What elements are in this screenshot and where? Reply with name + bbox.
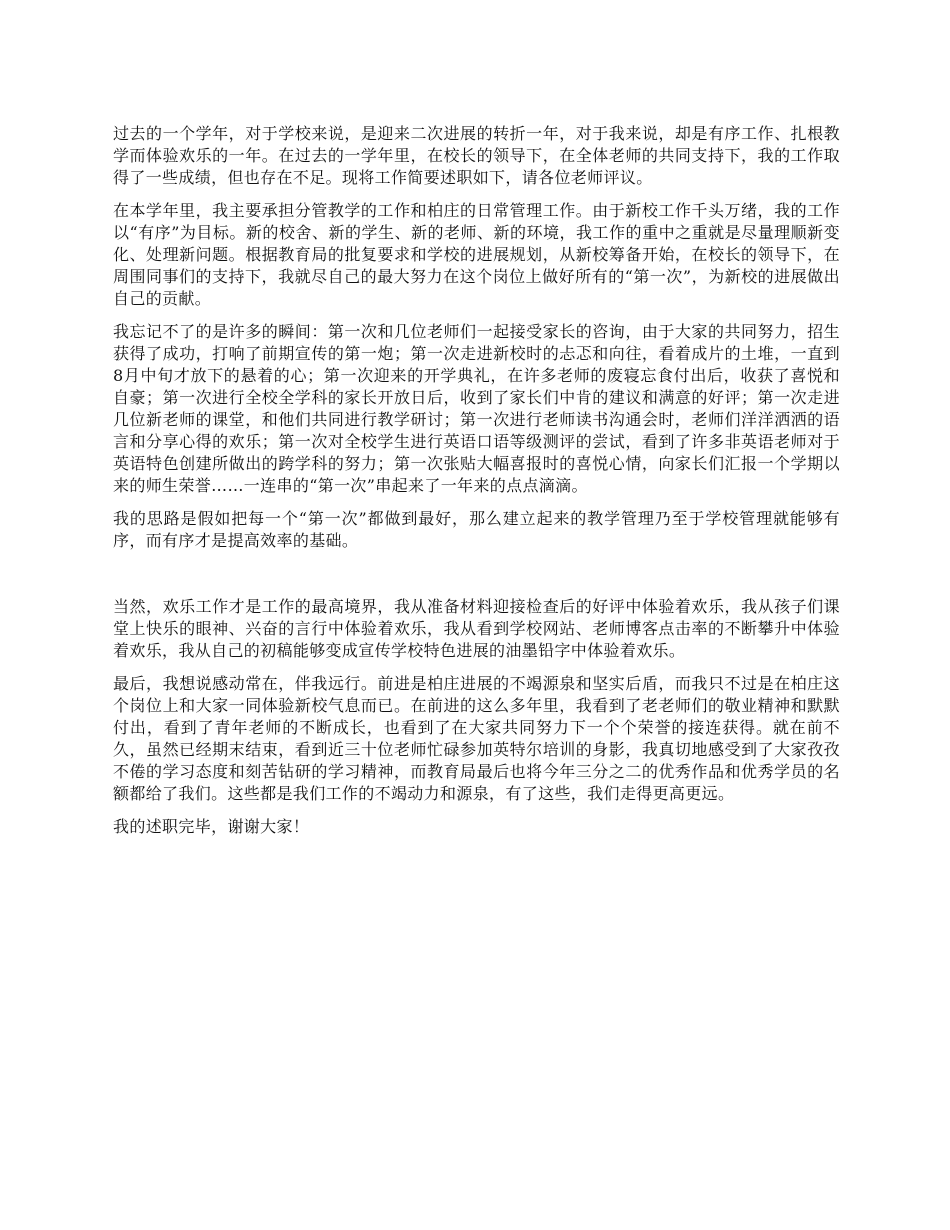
paragraph-thinking: 我的思路是假如把每一个“第一次”都做到最好，那么建立起来的教学管理乃至于学校管理就能够有序，而有序才是提高效率的基础。 (113, 509, 840, 550)
paragraph-intro: 过去的一个学年，对于学校来说，是迎来二次进展的转折一年，对于我来说，却是有序工作、扎根教学而体验欢乐的一年。在过去的一学年里，在校长的领导下，在全体老师的共同支持下，我的工作取得了一些成绩，但也存在不足。现将工作简要述职如下，请各位老师评议。 (113, 124, 840, 187)
paragraph-responsibilities: 在本学年里，我主要承担分管教学的工作和柏庄的日常管理工作。由于新校工作千头万绪，我的工作以“有序”为目标。新的校舍、新的学生、新的老师、新的环境，我工作的重中之重就是尽量理顺新变化、处理新问题。根据教育局的批复要求和学校的进展规划，从新校筹备开始，在校长的领导下，在周围同事们的支持下，我就尽自己的最大努力在这个岗位上做好所有的“第一次”，为新校的进展做出自己的贡献。 (113, 201, 840, 308)
document-body (113, 123, 840, 849)
paragraph-conclusion: 我的述职完毕，谢谢大家！ (113, 817, 310, 836)
paragraph-first-times: 我忘记不了的是许多的瞬间：第一次和几位老师们一起接受家长的咨询，由于大家的共同努力，招生获得了成功，打响了前期宣传的第一炮；第一次走进新校时的忐忑和向往，看着成片的土堆，一直到8月中旬才放下的悬着的心；第一次迎来的开学典礼，在许多老师的废寝忘食付出后，收获了喜悦和自豪；第一次进行全校全学科的家长开放日后，收到了家长们中肯的建议和满意的好评；第一次走进几位新老师的课堂，和他们共同进行教学研讨；第一次进行老师读书沟通会时，老师们洋洋洒洒的语言和分享心得的欢乐；第一次对全校学生进行英语口语等级测评的尝试，看到了许多非英语老师对于英语特色创建所做出的跨学科的努力；第一次张贴大幅喜报时的喜悦心情，向家长们汇报一个学期以来的师生荣誉……一连串的“第一次”串起来了一年来的点点滴滴。 (113, 322, 840, 495)
paragraph-joyful-work: 当然，欢乐工作才是工作的最高境界，我从准备材料迎接检查后的好评中体验着欢乐，我从孩子们课堂上快乐的眼神、兴奋的言行中体验着欢乐，我从看到学校网站、老师博客点击率的不断攀升中体验着欢乐，我从自己的初稿能够变成宣传学校特色进展的油墨铅字中体验着欢乐。 (113, 597, 840, 660)
paragraph-closing-thoughts: 最后，我想说感动常在，伴我远行。前进是柏庄进展的不竭源泉和坚实后盾，而我只不过是在柏庄这个岗位上和大家一同体验新校气息而已。在前进的这么多年里，我看到了老老师们的敬业精神和默默付出，看到了青年老师的不断成长，也看到了在大家共同努力下一个个荣誉的接连获得。就在前不久，虽然已经期末结束，看到近三十位老师忙碌参加英特尔培训的身影，我真切地感受到了大家孜孜不倦的学习态度和刻苦钻研的学习精神，而教育局最后也将今年三分之二的优秀作品和优秀学员的名额都给了我们。这些都是我们工作的不竭动力和源泉，有了这些，我们走得更高更远。 (113, 674, 840, 803)
paragraph-gap (113, 563, 840, 596)
